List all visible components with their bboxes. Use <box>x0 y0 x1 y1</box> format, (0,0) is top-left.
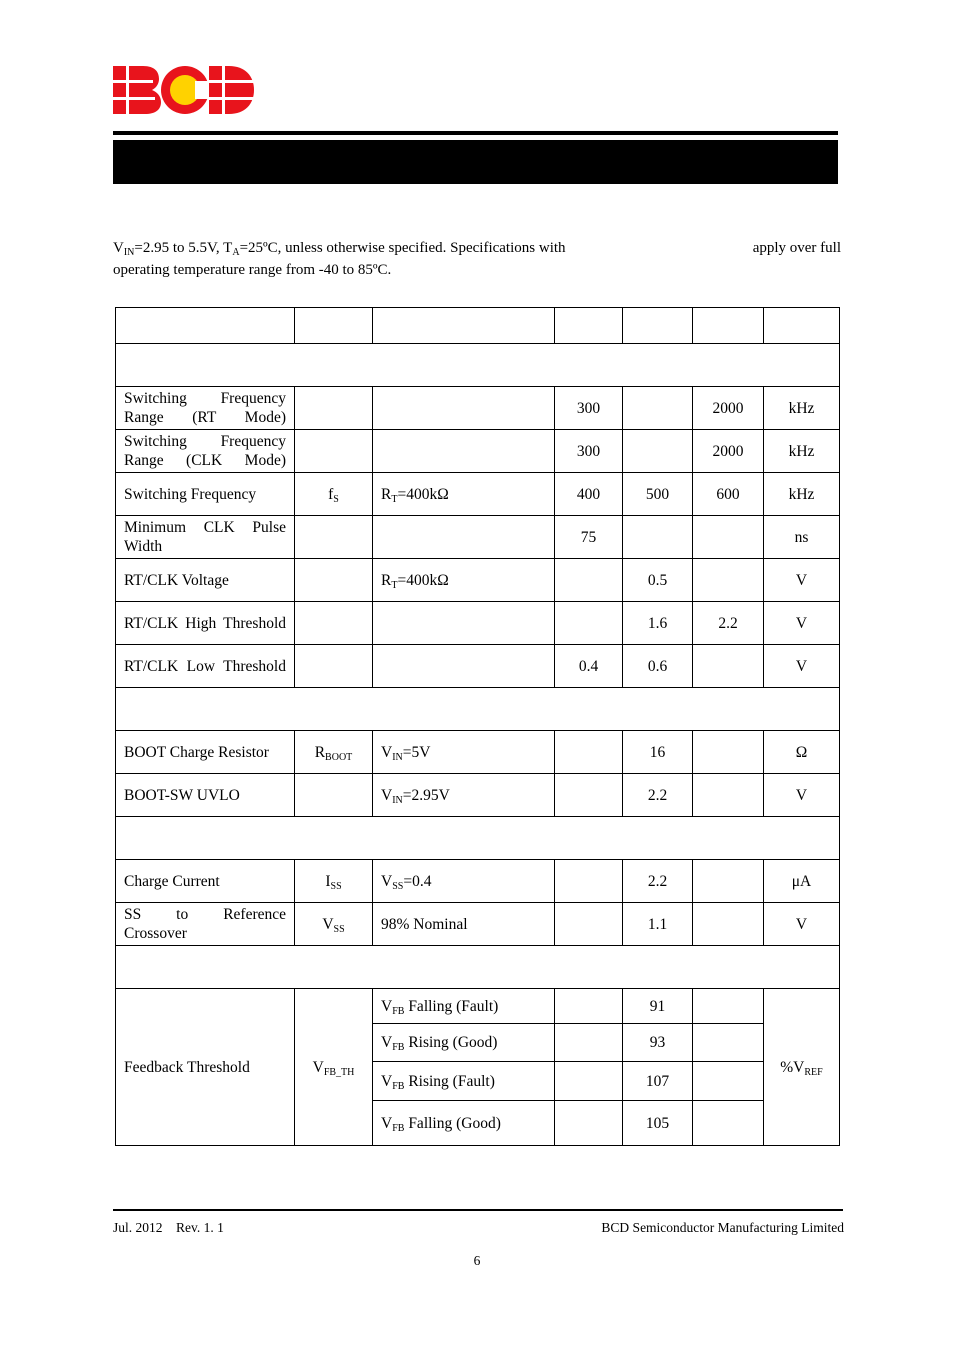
section-header-cell <box>116 688 840 731</box>
table-row <box>116 559 840 602</box>
condition-cell: $V_{FB}$ Falling (Fault) <box>373 989 555 1024</box>
param-cell: Feedback Threshold <box>116 989 295 1146</box>
condition-cell <box>373 602 555 645</box>
typ-cell: 91 <box>623 989 693 1024</box>
condition-cell: $R_T=400k\Omega$ <box>373 473 555 516</box>
table-row <box>116 903 840 946</box>
max-cell: 2000 <box>693 387 764 430</box>
min-cell <box>555 559 623 602</box>
intro-line2: operating temperature range from -40 to 85ºC. <box>113 262 392 278</box>
max-cell <box>693 731 764 774</box>
symbol-cell <box>295 387 373 430</box>
typ-cell: 2.2 <box>623 860 693 903</box>
param-cell: RT/CLK Voltage <box>116 559 295 602</box>
max-cell <box>693 1024 764 1062</box>
symbol-cell <box>295 774 373 817</box>
unit-cell: kHz <box>764 430 840 473</box>
typ-cell <box>623 430 693 473</box>
min-cell: 300 <box>555 430 623 473</box>
intro-text <box>113 237 841 281</box>
title-bar <box>113 140 838 184</box>
unit-cell: V <box>764 774 840 817</box>
max-cell <box>693 903 764 946</box>
condition-cell: 98% Nominal <box>373 903 555 946</box>
bcd-logo <box>113 64 255 116</box>
symbol-cell <box>295 559 373 602</box>
condition-cell: $V_{FB}$ Falling (Good) <box>373 1101 555 1146</box>
param-cell: SS to Reference Crossover <box>116 903 295 946</box>
condition-cell <box>373 645 555 688</box>
electrical-characteristics-table <box>115 307 840 1146</box>
param-cell: RT/CLK Low Threshold <box>116 645 295 688</box>
min-cell <box>555 860 623 903</box>
min-cell <box>555 774 623 817</box>
table-row <box>116 344 840 387</box>
symbol-cell: $V_{FB\_TH}$ <box>295 989 373 1146</box>
footer-company: BCD Semiconductor Manufacturing Limited <box>601 1220 844 1235</box>
max-cell <box>693 774 764 817</box>
min-cell <box>555 903 623 946</box>
max-cell: 2.2 <box>693 602 764 645</box>
table-row <box>116 473 840 516</box>
max-cell <box>693 645 764 688</box>
min-cell: 400 <box>555 473 623 516</box>
intro-line1-left: $V_{IN}=2.95$ to 5.5V, $T_A=25ºC$, unless otherwise specified. Specifications with <box>113 240 566 258</box>
unit-cell: V <box>764 559 840 602</box>
min-cell: 0.4 <box>555 645 623 688</box>
unit-cell: V <box>764 903 840 946</box>
table-row <box>116 817 840 860</box>
min-cell <box>555 989 623 1024</box>
condition-cell: $R_T=400k\Omega$ <box>373 559 555 602</box>
symbol-cell <box>295 430 373 473</box>
min-cell <box>555 1024 623 1062</box>
table-row <box>116 308 840 344</box>
condition-cell: $V_{FB}$ Rising (Fault) <box>373 1062 555 1101</box>
min-cell: 300 <box>555 387 623 430</box>
unit-cell: V <box>764 602 840 645</box>
max-cell: 2000 <box>693 430 764 473</box>
symbol-cell <box>295 602 373 645</box>
symbol-cell: $I_{SS}$ <box>295 860 373 903</box>
min-cell <box>555 731 623 774</box>
max-cell <box>693 1101 764 1146</box>
typ-cell: 107 <box>623 1062 693 1101</box>
max-cell <box>693 516 764 559</box>
symbol-cell: $R_{BOOT}$ <box>295 731 373 774</box>
table-row <box>116 645 840 688</box>
table-row <box>116 387 840 430</box>
param-cell: Switching Frequency Range (RT Mode) <box>116 387 295 430</box>
table-row <box>116 516 840 559</box>
condition-cell <box>373 387 555 430</box>
max-cell: 600 <box>693 473 764 516</box>
unit-cell: ns <box>764 516 840 559</box>
param-cell: RT/CLK High Threshold <box>116 602 295 645</box>
table-row <box>116 602 840 645</box>
unit-cell: kHz <box>764 473 840 516</box>
section-header-cell <box>116 817 840 860</box>
condition-cell <box>373 430 555 473</box>
table-row <box>116 731 840 774</box>
table-row <box>116 774 840 817</box>
header-cell <box>373 308 555 344</box>
param-cell: Minimum CLK Pulse Width <box>116 516 295 559</box>
typ-cell: 2.2 <box>623 774 693 817</box>
section-header-cell <box>116 344 840 387</box>
table-row <box>116 688 840 731</box>
header-cell <box>555 308 623 344</box>
typ-cell: 500 <box>623 473 693 516</box>
min-cell <box>555 1101 623 1146</box>
logo-letter-b <box>113 66 161 114</box>
header-cell <box>623 308 693 344</box>
condition-cell <box>373 516 555 559</box>
unit-cell: kHz <box>764 387 840 430</box>
param-cell: BOOT-SW UVLO <box>116 774 295 817</box>
symbol-cell: $f_S$ <box>295 473 373 516</box>
param-cell: Switching Frequency <box>116 473 295 516</box>
table-row <box>116 430 840 473</box>
typ-cell <box>623 516 693 559</box>
max-cell <box>693 559 764 602</box>
max-cell <box>693 1062 764 1101</box>
logo-letter-c <box>161 66 209 114</box>
footer-rule <box>113 1209 843 1211</box>
header-cell <box>764 308 840 344</box>
table-row <box>116 860 840 903</box>
min-cell: 75 <box>555 516 623 559</box>
header-cell <box>693 308 764 344</box>
intro-line1-right: apply over full <box>752 240 841 256</box>
typ-cell: 1.6 <box>623 602 693 645</box>
unit-cell: $\%V_{REF}$ <box>764 989 840 1146</box>
table-row <box>116 946 840 989</box>
param-cell: Charge Current <box>116 860 295 903</box>
logo-letter-d <box>209 66 254 114</box>
min-cell <box>555 602 623 645</box>
symbol-cell <box>295 516 373 559</box>
typ-cell: 105 <box>623 1101 693 1146</box>
max-cell <box>693 989 764 1024</box>
typ-cell <box>623 387 693 430</box>
page-number: 6 <box>473 1253 481 1268</box>
typ-cell: 0.5 <box>623 559 693 602</box>
section-header-cell <box>116 946 840 989</box>
header-cell <box>295 308 373 344</box>
table-row <box>116 989 840 1024</box>
condition-cell: $V_{IN}=2.95V$ <box>373 774 555 817</box>
typ-cell: 0.6 <box>623 645 693 688</box>
symbol-cell <box>295 645 373 688</box>
footer-date-rev: Jul. 2012 Rev. 1. 1 <box>113 1220 224 1235</box>
header-cell <box>116 308 295 344</box>
max-cell <box>693 860 764 903</box>
typ-cell: 16 <box>623 731 693 774</box>
header-rule <box>113 131 838 135</box>
condition-cell: $V_{FB}$ Rising (Good) <box>373 1024 555 1062</box>
condition-cell: $V_{IN}=5V$ <box>373 731 555 774</box>
symbol-cell: $V_{SS}$ <box>295 903 373 946</box>
unit-cell: V <box>764 645 840 688</box>
param-cell: BOOT Charge Resistor <box>116 731 295 774</box>
unit-cell: μA <box>764 860 840 903</box>
condition-cell: $V_{SS}=0.4$ <box>373 860 555 903</box>
typ-cell: 93 <box>623 1024 693 1062</box>
param-cell: Switching Frequency Range (CLK Mode) <box>116 430 295 473</box>
min-cell <box>555 1062 623 1101</box>
typ-cell: 1.1 <box>623 903 693 946</box>
unit-cell: Ω <box>764 731 840 774</box>
